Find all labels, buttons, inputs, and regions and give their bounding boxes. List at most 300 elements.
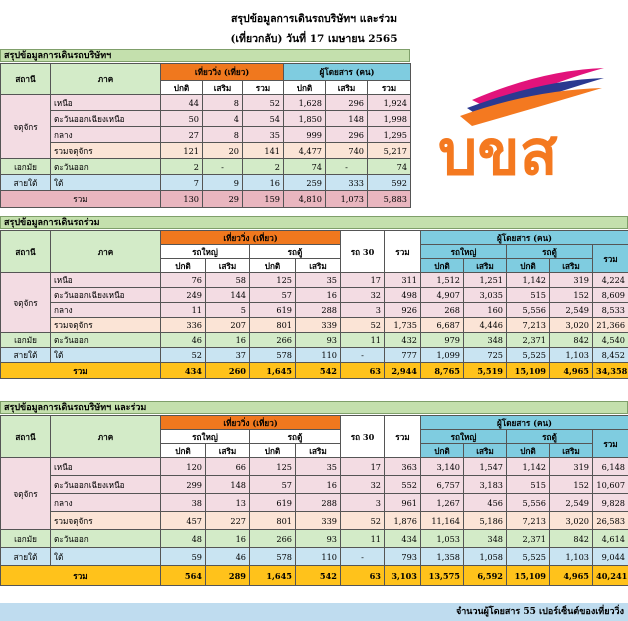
value-cell: 2: [161, 159, 203, 175]
station-cell: จตุจักร: [1, 458, 51, 530]
s3-h-big: รถใหญ่: [161, 430, 250, 444]
value-cell: 4,965: [550, 566, 593, 586]
value-cell: 2,944: [385, 363, 421, 379]
value-cell: 363: [385, 458, 421, 476]
s1-sub-extra: เสริม: [203, 81, 243, 95]
value-cell: 35: [243, 127, 284, 143]
value-cell: 266: [250, 333, 296, 348]
value-cell: 6,687: [421, 318, 464, 333]
value-cell: 260: [206, 363, 250, 379]
value-cell: 4,224: [593, 273, 628, 288]
s1-sub-extra: เสริม: [326, 81, 368, 95]
s3-sub-extra: เสริม: [296, 444, 341, 458]
value-cell: 266: [250, 530, 296, 548]
value-cell: 16: [296, 288, 341, 303]
value-cell: 5,525: [507, 348, 550, 363]
value-cell: 1,547: [464, 458, 507, 476]
s3-sub-normal: ปกติ: [421, 444, 464, 458]
value-cell: 120: [161, 458, 206, 476]
value-cell: 15,109: [507, 363, 550, 379]
value-cell: 5,556: [507, 494, 550, 512]
value-cell: 999: [284, 127, 326, 143]
value-cell: 3,103: [385, 566, 421, 586]
region-cell: รวมจตุจักร: [51, 512, 161, 530]
value-cell: 1,099: [421, 348, 464, 363]
s3-h-region: ภาค: [51, 416, 161, 458]
region-cell: กลาง: [51, 303, 161, 318]
station-cell: เอกมัย: [1, 530, 51, 548]
value-cell: 74: [284, 159, 326, 175]
station-cell: สายใต้: [1, 175, 51, 191]
value-cell: 5,186: [464, 512, 507, 530]
region-cell: ตะวันออก: [51, 530, 161, 548]
value-cell: 9,044: [593, 548, 628, 566]
s1-h-pax: ผู้โดยสาร (คน): [284, 64, 411, 81]
table-row: [1, 548, 628, 566]
value-cell: 1,924: [368, 95, 411, 111]
region-cell: เหนือ: [51, 95, 161, 111]
s1-h-region: ภาค: [51, 64, 161, 95]
value-cell: 10,607: [593, 476, 628, 494]
value-cell: 296: [326, 127, 368, 143]
value-cell: 498: [385, 288, 421, 303]
value-cell: 552: [385, 476, 421, 494]
value-cell: 152: [550, 476, 593, 494]
s3-h-r30: รถ 30: [341, 416, 385, 458]
table-row: [1, 159, 411, 175]
value-cell: 130: [161, 191, 203, 208]
value-cell: 1,735: [385, 318, 421, 333]
value-cell: 8,533: [593, 303, 628, 318]
station-cell: จตุจักร: [1, 95, 51, 159]
total-label: รวม: [1, 566, 161, 586]
table-row: [1, 318, 628, 333]
value-cell: 564: [161, 566, 206, 586]
s1-sub-normal: ปกติ: [284, 81, 326, 95]
s2-sub-extra: เสริม: [550, 259, 593, 273]
s3-h-sum: รวม: [593, 430, 628, 458]
region-cell: ตะวันออกเฉียงเหนือ: [51, 288, 161, 303]
value-cell: 4,965: [550, 363, 593, 379]
value-cell: 299: [161, 476, 206, 494]
value-cell: 311: [385, 273, 421, 288]
value-cell: 27: [161, 127, 203, 143]
value-cell: 961: [385, 494, 421, 512]
value-cell: 52: [341, 318, 385, 333]
value-cell: 4,810: [284, 191, 326, 208]
s3-h-station: สถานี: [1, 416, 51, 458]
value-cell: 2,371: [507, 333, 550, 348]
value-cell: 1,103: [550, 348, 593, 363]
s3-h-pax: ผู้โดยสาร (คน): [421, 416, 628, 430]
value-cell: 63: [341, 566, 385, 586]
s3-h-trips: เที่ยววิ่ง (เที่ยว): [161, 416, 341, 430]
value-cell: 5: [206, 303, 250, 318]
s2-h-van: รถตู้: [507, 245, 593, 259]
section2-title: สรุปข้อมูลการเดินรถร่วม: [0, 216, 628, 229]
value-cell: 3,020: [550, 318, 593, 333]
s2-sub-extra: เสริม: [296, 259, 341, 273]
value-cell: 35: [296, 273, 341, 288]
value-cell: 268: [421, 303, 464, 318]
region-cell: ใต้: [51, 348, 161, 363]
s3-sub-extra: เสริม: [464, 444, 507, 458]
value-cell: 16: [243, 175, 284, 191]
value-cell: 148: [206, 476, 250, 494]
value-cell: 57: [250, 288, 296, 303]
value-cell: 76: [161, 273, 206, 288]
value-cell: 725: [464, 348, 507, 363]
value-cell: 35: [296, 458, 341, 476]
s3-sub-normal: ปกติ: [161, 444, 206, 458]
value-cell: 1,073: [326, 191, 368, 208]
section3-table: [0, 415, 628, 586]
s2-h-r30: รถ 30: [341, 231, 385, 273]
value-cell: 3,140: [421, 458, 464, 476]
value-cell: 1,103: [550, 548, 593, 566]
s3-h-van: รถตู้: [250, 430, 341, 444]
value-cell: 144: [206, 288, 250, 303]
total-label: รวม: [1, 191, 161, 208]
table-row: [1, 143, 411, 159]
value-cell: 121: [161, 143, 203, 159]
value-cell: 319: [550, 458, 593, 476]
station-cell: สายใต้: [1, 348, 51, 363]
total-row: [1, 363, 628, 379]
value-cell: -: [326, 159, 368, 175]
s2-h-big: รถใหญ่: [421, 245, 507, 259]
value-cell: 542: [296, 566, 341, 586]
value-cell: 52: [243, 95, 284, 111]
station-cell: เอกมัย: [1, 333, 51, 348]
value-cell: 4,907: [421, 288, 464, 303]
value-cell: 515: [507, 288, 550, 303]
value-cell: 1,850: [284, 111, 326, 127]
region-cell: ตะวันออก: [51, 333, 161, 348]
value-cell: 63: [341, 363, 385, 379]
value-cell: 1,645: [250, 566, 296, 586]
s2-h-big: รถใหญ่: [161, 245, 250, 259]
s2-h-sum: รวม: [385, 231, 421, 273]
value-cell: 227: [206, 512, 250, 530]
table-row: [1, 127, 411, 143]
value-cell: 1,998: [368, 111, 411, 127]
value-cell: 48: [161, 530, 206, 548]
value-cell: 37: [206, 348, 250, 363]
s2-sub-normal: ปกติ: [421, 259, 464, 273]
s2-h-trips: เที่ยววิ่ง (เที่ยว): [161, 231, 341, 245]
value-cell: 336: [161, 318, 206, 333]
value-cell: 333: [326, 175, 368, 191]
value-cell: 5,883: [368, 191, 411, 208]
region-cell: เหนือ: [51, 458, 161, 476]
value-cell: 57: [250, 476, 296, 494]
value-cell: 5,525: [507, 548, 550, 566]
value-cell: 4,614: [593, 530, 628, 548]
s2-h-sum: รวม: [593, 245, 628, 273]
value-cell: 52: [341, 512, 385, 530]
value-cell: 38: [161, 494, 206, 512]
station-cell: จตุจักร: [1, 273, 51, 333]
value-cell: 26,583: [593, 512, 628, 530]
table-row: [1, 175, 411, 191]
value-cell: 46: [206, 548, 250, 566]
value-cell: 3: [341, 494, 385, 512]
footer-note: จำนวนผู้โดยสาร 55 เปอร์เซ็นต์ของเที่ยววิ่ง: [0, 603, 628, 621]
bks-logo: [432, 60, 612, 178]
value-cell: 50: [161, 111, 203, 127]
table-row: [1, 530, 628, 548]
value-cell: 979: [421, 333, 464, 348]
value-cell: 66: [206, 458, 250, 476]
value-cell: 1,358: [421, 548, 464, 566]
s1-sub-normal: ปกติ: [161, 81, 203, 95]
value-cell: 4,540: [593, 333, 628, 348]
value-cell: 1,512: [421, 273, 464, 288]
station-cell: เอกมัย: [1, 159, 51, 175]
value-cell: 52: [161, 348, 206, 363]
value-cell: 110: [296, 548, 341, 566]
value-cell: 619: [250, 303, 296, 318]
table-row: [1, 512, 628, 530]
value-cell: 29: [203, 191, 243, 208]
region-cell: เหนือ: [51, 273, 161, 288]
value-cell: 9: [203, 175, 243, 191]
value-cell: 4,446: [464, 318, 507, 333]
value-cell: 160: [464, 303, 507, 318]
value-cell: 3,035: [464, 288, 507, 303]
table-row: [1, 273, 628, 288]
value-cell: 289: [206, 566, 250, 586]
value-cell: 3,020: [550, 512, 593, 530]
value-cell: 434: [161, 363, 206, 379]
value-cell: 141: [243, 143, 284, 159]
value-cell: 11: [341, 333, 385, 348]
table-row: [1, 348, 628, 363]
s3-h-sum: รวม: [385, 416, 421, 458]
value-cell: 432: [385, 333, 421, 348]
value-cell: 40,241: [593, 566, 628, 586]
value-cell: 6,148: [593, 458, 628, 476]
value-cell: 17: [341, 458, 385, 476]
s2-sub-normal: ปกติ: [507, 259, 550, 273]
region-cell: รวมจตุจักร: [51, 143, 161, 159]
value-cell: 457: [161, 512, 206, 530]
value-cell: 125: [250, 273, 296, 288]
table-row: [1, 303, 628, 318]
s2-sub-normal: ปกติ: [250, 259, 296, 273]
value-cell: 13: [206, 494, 250, 512]
value-cell: 74: [368, 159, 411, 175]
total-row: [1, 566, 628, 586]
value-cell: 15,109: [507, 566, 550, 586]
value-cell: 34,358: [593, 363, 628, 379]
s1-sub-sum: รวม: [243, 81, 284, 95]
value-cell: 1,295: [368, 127, 411, 143]
value-cell: 3,183: [464, 476, 507, 494]
region-cell: ตะวันออก: [51, 159, 161, 175]
value-cell: 288: [296, 303, 341, 318]
section1-table: [0, 63, 411, 208]
value-cell: 7,213: [507, 512, 550, 530]
value-cell: 8,765: [421, 363, 464, 379]
value-cell: 1,053: [421, 530, 464, 548]
value-cell: 59: [161, 548, 206, 566]
s3-sub-extra: เสริม: [206, 444, 250, 458]
value-cell: 339: [296, 318, 341, 333]
value-cell: 434: [385, 530, 421, 548]
s2-sub-extra: เสริม: [206, 259, 250, 273]
svg-text:บขส: บขส: [438, 116, 558, 178]
value-cell: -: [203, 159, 243, 175]
total-row: [1, 191, 411, 208]
value-cell: 1,058: [464, 548, 507, 566]
s1-sub-sum: รวม: [368, 81, 411, 95]
value-cell: 6,757: [421, 476, 464, 494]
section1-title: สรุปข้อมูลการเดินรถบริษัทฯ: [0, 49, 410, 62]
value-cell: 8: [203, 127, 243, 143]
value-cell: 11: [341, 530, 385, 548]
value-cell: 2,549: [550, 494, 593, 512]
value-cell: 1,267: [421, 494, 464, 512]
s3-h-van: รถตู้: [507, 430, 593, 444]
value-cell: -: [341, 348, 385, 363]
value-cell: 249: [161, 288, 206, 303]
value-cell: 8: [203, 95, 243, 111]
value-cell: 259: [284, 175, 326, 191]
s3-sub-normal: ปกติ: [250, 444, 296, 458]
value-cell: 578: [250, 348, 296, 363]
value-cell: 3: [341, 303, 385, 318]
table-row: [1, 95, 411, 111]
value-cell: 20: [203, 143, 243, 159]
value-cell: 8,609: [593, 288, 628, 303]
table-row: [1, 458, 628, 476]
s2-sub-extra: เสริม: [464, 259, 507, 273]
value-cell: 542: [296, 363, 341, 379]
value-cell: 1,142: [507, 273, 550, 288]
value-cell: 32: [341, 476, 385, 494]
region-cell: ตะวันออกเฉียงเหนือ: [51, 111, 161, 127]
value-cell: 296: [326, 95, 368, 111]
region-cell: ใต้: [51, 548, 161, 566]
value-cell: 16: [206, 333, 250, 348]
value-cell: 4,477: [284, 143, 326, 159]
value-cell: 319: [550, 273, 593, 288]
value-cell: 93: [296, 333, 341, 348]
table-row: [1, 288, 628, 303]
s3-sub-extra: เสริม: [550, 444, 593, 458]
value-cell: 54: [243, 111, 284, 127]
value-cell: 740: [326, 143, 368, 159]
value-cell: 348: [464, 530, 507, 548]
value-cell: 5,519: [464, 363, 507, 379]
s2-h-region: ภาค: [51, 231, 161, 273]
value-cell: 5,217: [368, 143, 411, 159]
value-cell: 578: [250, 548, 296, 566]
value-cell: 7,213: [507, 318, 550, 333]
s2-h-pax: ผู้โดยสาร (คน): [421, 231, 628, 245]
value-cell: 348: [464, 333, 507, 348]
value-cell: 6,592: [464, 566, 507, 586]
value-cell: 793: [385, 548, 421, 566]
value-cell: 152: [550, 288, 593, 303]
value-cell: 842: [550, 530, 593, 548]
value-cell: -: [341, 548, 385, 566]
value-cell: 17: [341, 273, 385, 288]
value-cell: 16: [206, 530, 250, 548]
value-cell: 159: [243, 191, 284, 208]
value-cell: 456: [464, 494, 507, 512]
section3-title: สรุปข้อมูลการเดินรถบริษัทฯ และร่วม: [0, 401, 628, 414]
value-cell: 801: [250, 318, 296, 333]
value-cell: 2,549: [550, 303, 593, 318]
table-row: [1, 333, 628, 348]
value-cell: 21,366: [593, 318, 628, 333]
value-cell: 44: [161, 95, 203, 111]
value-cell: 926: [385, 303, 421, 318]
value-cell: 2,371: [507, 530, 550, 548]
region-cell: ใต้: [51, 175, 161, 191]
value-cell: 148: [326, 111, 368, 127]
value-cell: 58: [206, 273, 250, 288]
value-cell: 32: [341, 288, 385, 303]
table-row: [1, 111, 411, 127]
region-cell: รวมจตุจักร: [51, 318, 161, 333]
value-cell: 11: [161, 303, 206, 318]
s3-h-big: รถใหญ่: [421, 430, 507, 444]
value-cell: 288: [296, 494, 341, 512]
value-cell: 1,876: [385, 512, 421, 530]
value-cell: 801: [250, 512, 296, 530]
s1-h-station: สถานี: [1, 64, 51, 95]
region-cell: ตะวันออกเฉียงเหนือ: [51, 476, 161, 494]
s2-h-van: รถตู้: [250, 245, 341, 259]
value-cell: 2: [243, 159, 284, 175]
value-cell: 1,142: [507, 458, 550, 476]
station-cell: สายใต้: [1, 548, 51, 566]
s2-h-station: สถานี: [1, 231, 51, 273]
value-cell: 8,452: [593, 348, 628, 363]
s3-sub-normal: ปกติ: [507, 444, 550, 458]
section2-table: [0, 230, 628, 379]
value-cell: 11,164: [421, 512, 464, 530]
report-subtitle: (เที่ยวกลับ) วันที่ 17 เมษายน 2565: [230, 33, 398, 45]
value-cell: 7: [161, 175, 203, 191]
value-cell: 125: [250, 458, 296, 476]
report-title: สรุปข้อมูลการเดินรถบริษัทฯ และร่วม: [230, 13, 398, 25]
value-cell: 46: [161, 333, 206, 348]
value-cell: 1,251: [464, 273, 507, 288]
value-cell: 515: [507, 476, 550, 494]
table-row: [1, 476, 628, 494]
value-cell: 13,575: [421, 566, 464, 586]
region-cell: กลาง: [51, 127, 161, 143]
value-cell: 110: [296, 348, 341, 363]
value-cell: 842: [550, 333, 593, 348]
s2-sub-normal: ปกติ: [161, 259, 206, 273]
total-label: รวม: [1, 363, 161, 379]
value-cell: 207: [206, 318, 250, 333]
value-cell: 1,645: [250, 363, 296, 379]
value-cell: 619: [250, 494, 296, 512]
value-cell: 1,628: [284, 95, 326, 111]
value-cell: 16: [296, 476, 341, 494]
value-cell: 5,556: [507, 303, 550, 318]
value-cell: 9,828: [593, 494, 628, 512]
value-cell: 4: [203, 111, 243, 127]
value-cell: 592: [368, 175, 411, 191]
